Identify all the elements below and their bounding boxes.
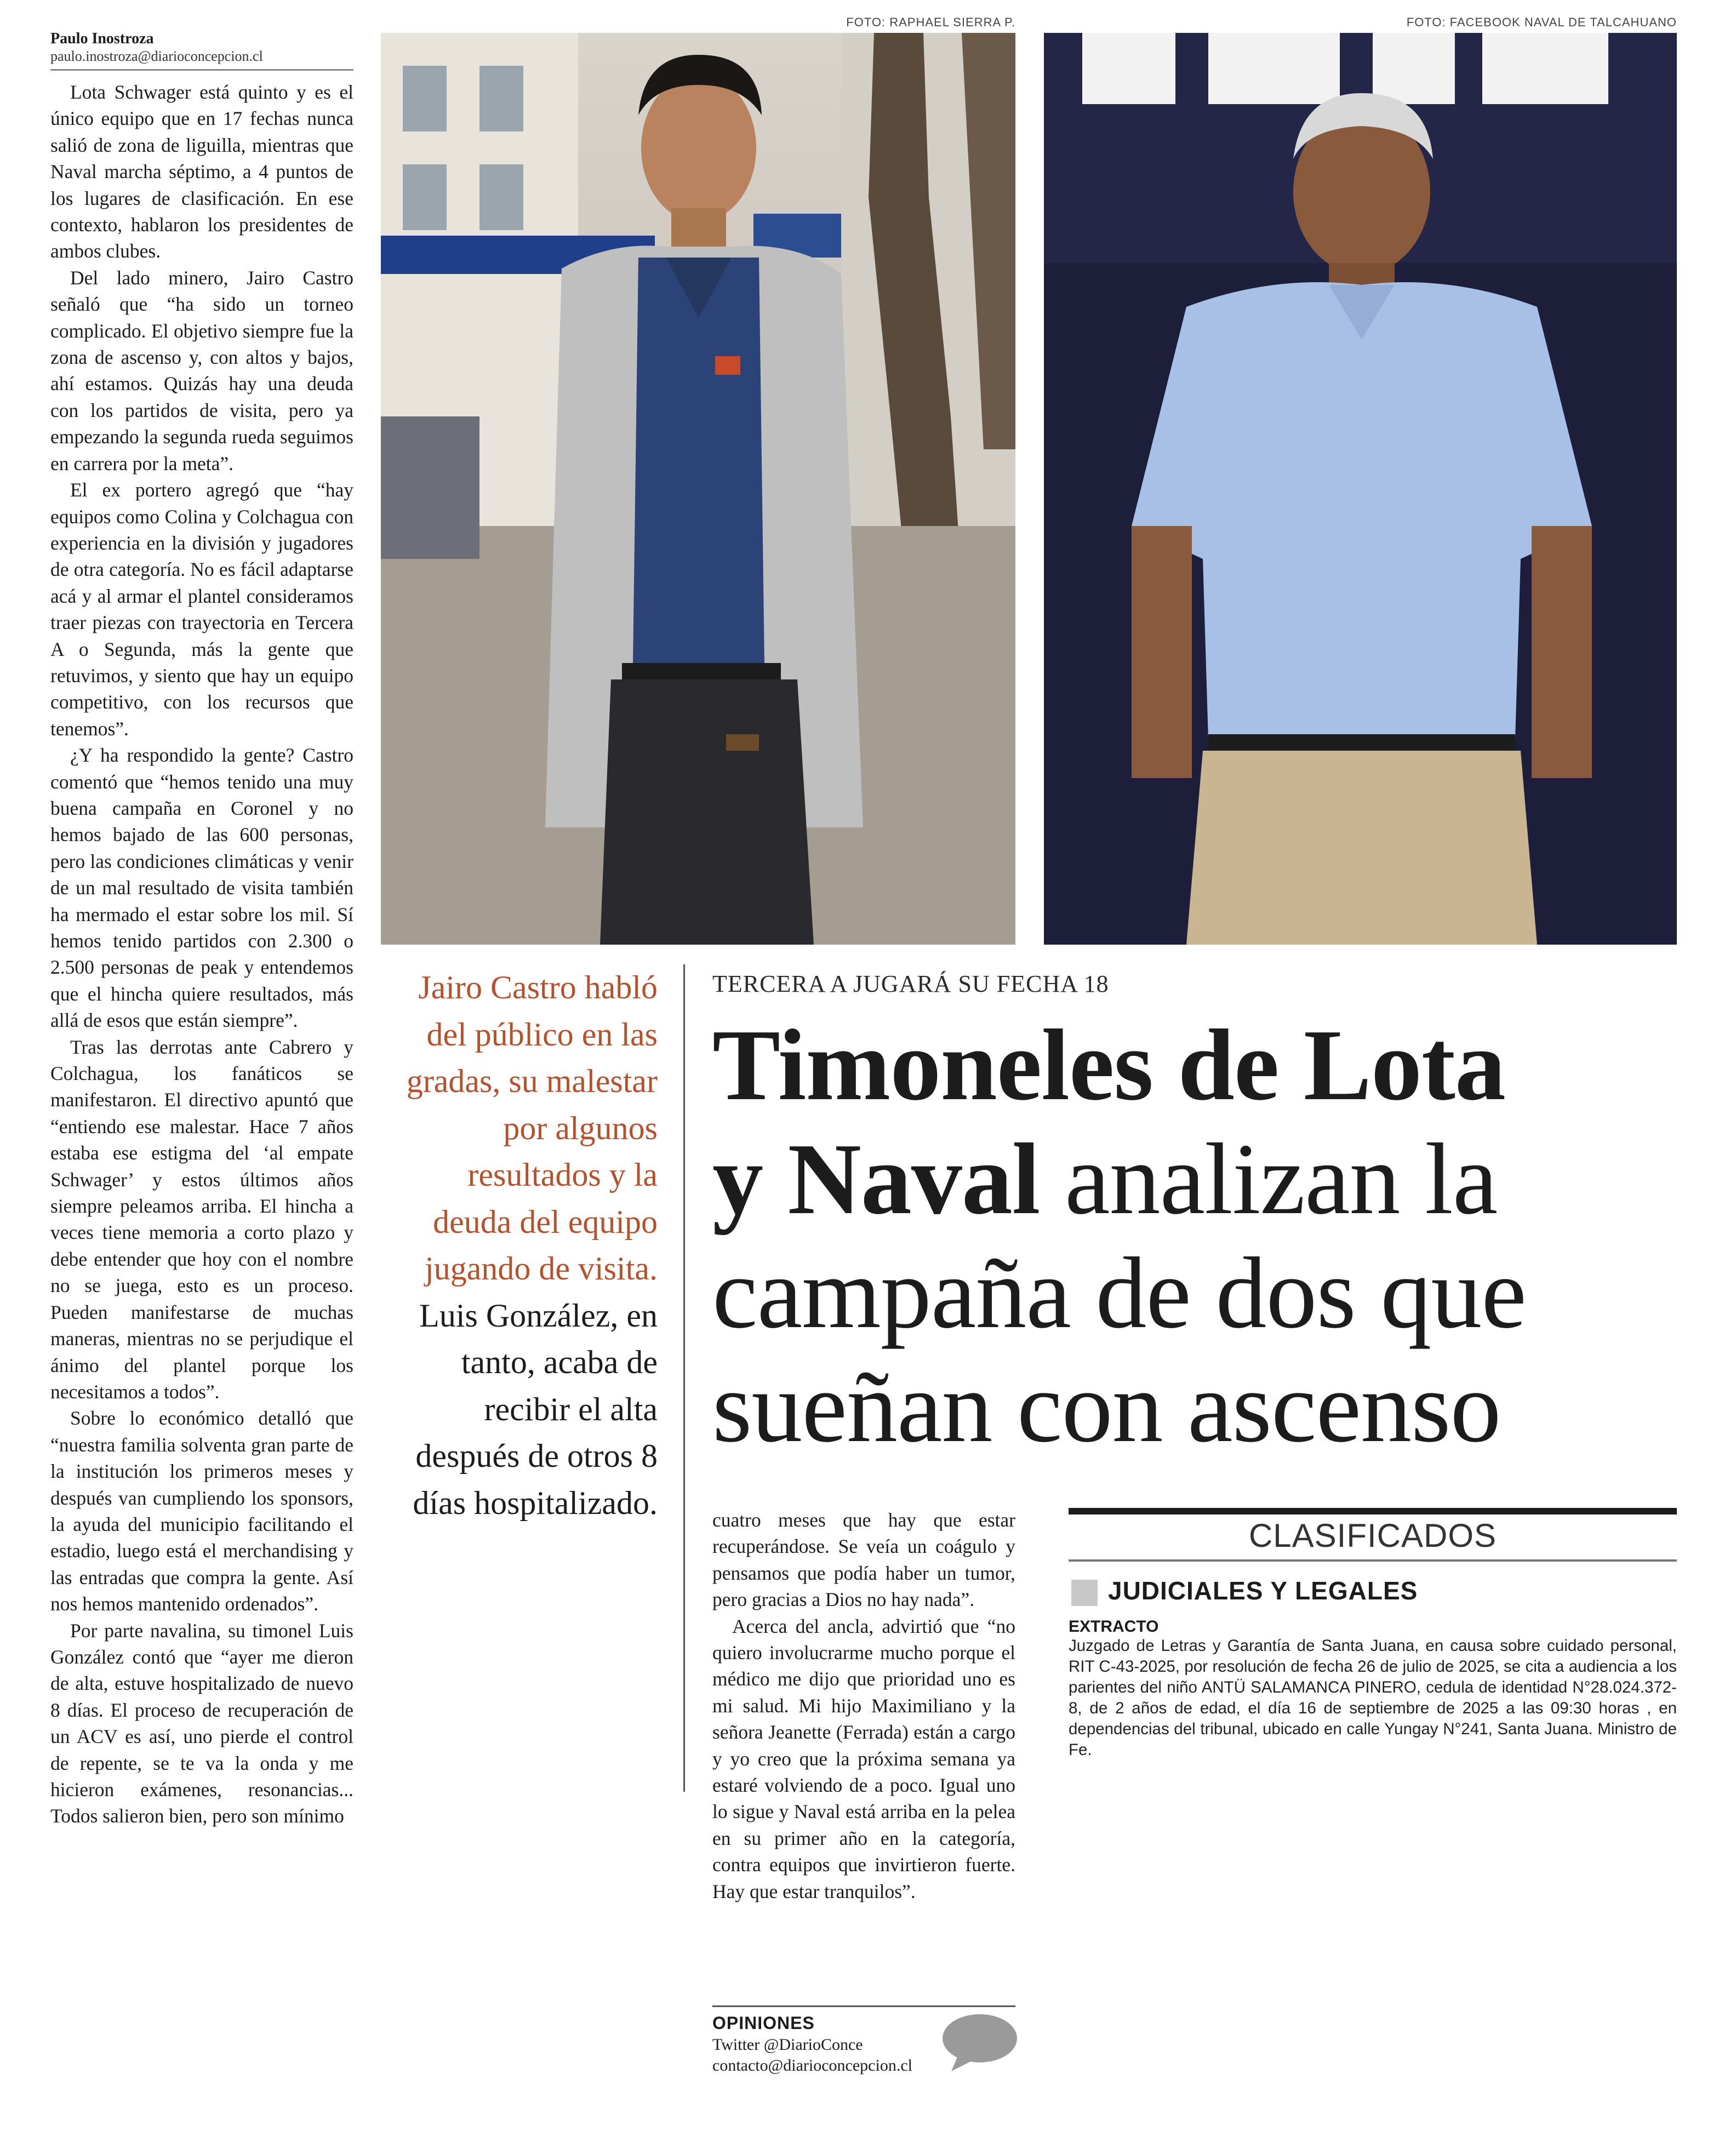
section-square-icon: [1071, 1580, 1098, 1606]
paragraph: ¿Y ha respondido la gente? Castro comentó que “hemos tenido una muy buena campaña en Coronel y no hemos bajado de las 600 personas, pero las condiciones climáticas y venir de un mal resultado de visita también ha mermado el estar sobre los mil. Sí hemos tenido partidos con 2.300 o 2.500 personas de peak y entendemos que el hincha quiere resultados, más allá de esos que están siempre”.: [50, 744, 353, 1032]
paragraph: Del lado minero, Jairo Castro señaló que “ha sido un torneo complicado. El objetivo siempre fue la zona de ascenso y, con altos y bajos, ahí estamos. Quizás hay una deuda con los partidos de visita, pero ya empezando la segunda rueda seguimos en carrera por la meta”.: [50, 266, 353, 475]
opiniones-title: OPINIONES: [712, 2013, 815, 2033]
paragraph: Sobre lo económico detalló que “nuestra familia solventa gran parte de la institución los primeros meses y después van cumpliendo los sponsors, la ayuda del municipio facilitando el estadio, luego está el merchandising y las entradas que compra la gente. Así nos hemos mantenido ordenados”.: [50, 1407, 353, 1615]
clasificados-rule: [1069, 1508, 1677, 1514]
author-email: paulo.inostroza@diarioconcepcion.cl: [50, 48, 263, 64]
speech-bubble-icon: [941, 2012, 1018, 2072]
clasificados-rule-thin: [1069, 1559, 1677, 1562]
photo-jairo-castro: [381, 33, 1015, 945]
headline: [712, 1008, 1699, 1464]
clasificados-title: CLASIFICADOS: [1248, 1517, 1497, 1554]
headline-bold-1: Timoneles de Lota: [712, 1009, 1505, 1122]
pull-quote-text: Luis González, en tanto, acaba de recibir el alta después de otros 8 días hospitalizado.: [413, 1297, 658, 1521]
paragraph: cuatro meses que hay que estar recuperándose. Se veía un coágulo y pensamos que podía haber un tumor, pero gracias a Dios no hay nada”.: [712, 1509, 1015, 1611]
photo-credit-2: FOTO: FACEBOOK NAVAL DE TALCAHUANO: [1406, 15, 1677, 29]
photo-credit-1: FOTO: RAPHAEL SIERRA P.: [846, 15, 1015, 29]
extracto-heading: EXTRACTO: [1069, 1618, 1159, 1636]
paragraph: Acerca del ancla, advirtió que “no quiero involucrarme mucho porque el médico me dijo que prioridad uno es mi salud. Mi hijo Maximiliano y la señora Jeanette (Ferrada) están a cargo y yo creo que la próxima semana ya estaré volviendo de a poco. Igual uno lo sigue y Naval está arriba en la pelea en su primer año en la categoría, contra equipos que invirtieron fuerte. Hay que estar tranquilos”.: [712, 1615, 1015, 1902]
article-column-3: [712, 1507, 1015, 1905]
pull-quote: [406, 964, 658, 1527]
headline-line-4: sueñan con ascenso: [712, 1351, 1501, 1464]
photo-luis-gonzalez-image: [1044, 33, 1677, 945]
pull-quote-highlight: Jairo Castro habló del público en las gradas, su malestar por algunos resultados y la deuda del equipo jugando de visita.: [406, 969, 658, 1287]
photo-jairo-castro-image: [381, 33, 1015, 945]
opiniones-email: contacto@diarioconcepcion.cl: [712, 2056, 912, 2074]
opiniones-rule: [712, 2005, 1015, 2007]
paragraph: Tras las derrotas ante Cabrero y Colchagua, los fanáticos se manifestaron. El directivo apuntó que “entiendo ese malestar. Hace 7 años estaba ese estigma del ‘al empate Schwager’ y estos últimos años siempre peleamos arriba. El hincha a veces tiene memoria a corto plazo y debe entender que hoy con el nombre no se juega, esto es un proceso. Pueden manifestarse de muchas maneras, mientras no se perjudique el ánimo del plantel porque los necesitamos a todos”.: [50, 1036, 353, 1403]
extracto-body: Juzgado de Letras y Garantía de Santa Juana, en causa sobre cuidado personal, RIT C-43-2025, por resolución de fecha 26 de julio de 2025, se cita a audiencia a los parientes del niño ANTÜ SALAMANCA PINERO, cedula de identidad N°28.024.372-8, de 2 años de edad, el día 16 de septiembre de 2025 a las 09:30 horas , en dependencias del tribunal, ubicado en calle Yungay N°241, Santa Juana. Ministro de Fe.: [1069, 1637, 1677, 1759]
article-column-1: [50, 79, 353, 1830]
headline-bold-2: y Naval: [712, 1123, 1040, 1236]
author-name: Paulo Inostroza: [50, 30, 154, 47]
byline: [50, 30, 353, 71]
paragraph: El ex portero agregó que “hay equipos como Colina y Colchagua con experiencia en la división y jugadores de otra categoría. No es fácil adaptarse acá y al armar el plantel consideramos traer piezas con trayectoria en Tercera A o Segunda, más la gente que retuvimos, y siento que hay un equipo competitivo, con los recursos que tenemos”.: [50, 479, 353, 740]
photo-luis-gonzalez: [1044, 33, 1677, 945]
opiniones-twitter: Twitter @DiarioConce: [712, 2036, 863, 2054]
headline-line-3: campaña de dos que: [712, 1237, 1526, 1350]
paragraph: Por parte navalina, su timonel Luis González contó que “ayer me dieron de alta, estuve hospitalizado de nuevo 8 días. El proceso de recuperación de un ACV es así, uno pierde el control de repente, se te va la onda y me hicieron exámenes, resonancias... Todos salieron bien, pero son mínimo: [50, 1619, 353, 1827]
clasificados-section: JUDICIALES Y LEGALES: [1108, 1576, 1418, 1605]
paragraph: Lota Schwager está quinto y es el único equipo que en 17 fechas nunca salió de zona de liguilla, mientras que Naval marcha séptimo, a 4 puntos de los lugares de clasificación. En ese contexto, hablaron los presidentes de ambos clubes.: [50, 81, 353, 262]
headline-line-2: analizan la: [1040, 1123, 1498, 1236]
kicker: TERCERA A JUGARÁ SU FECHA 18: [712, 970, 1109, 997]
column-divider: [683, 964, 685, 1792]
